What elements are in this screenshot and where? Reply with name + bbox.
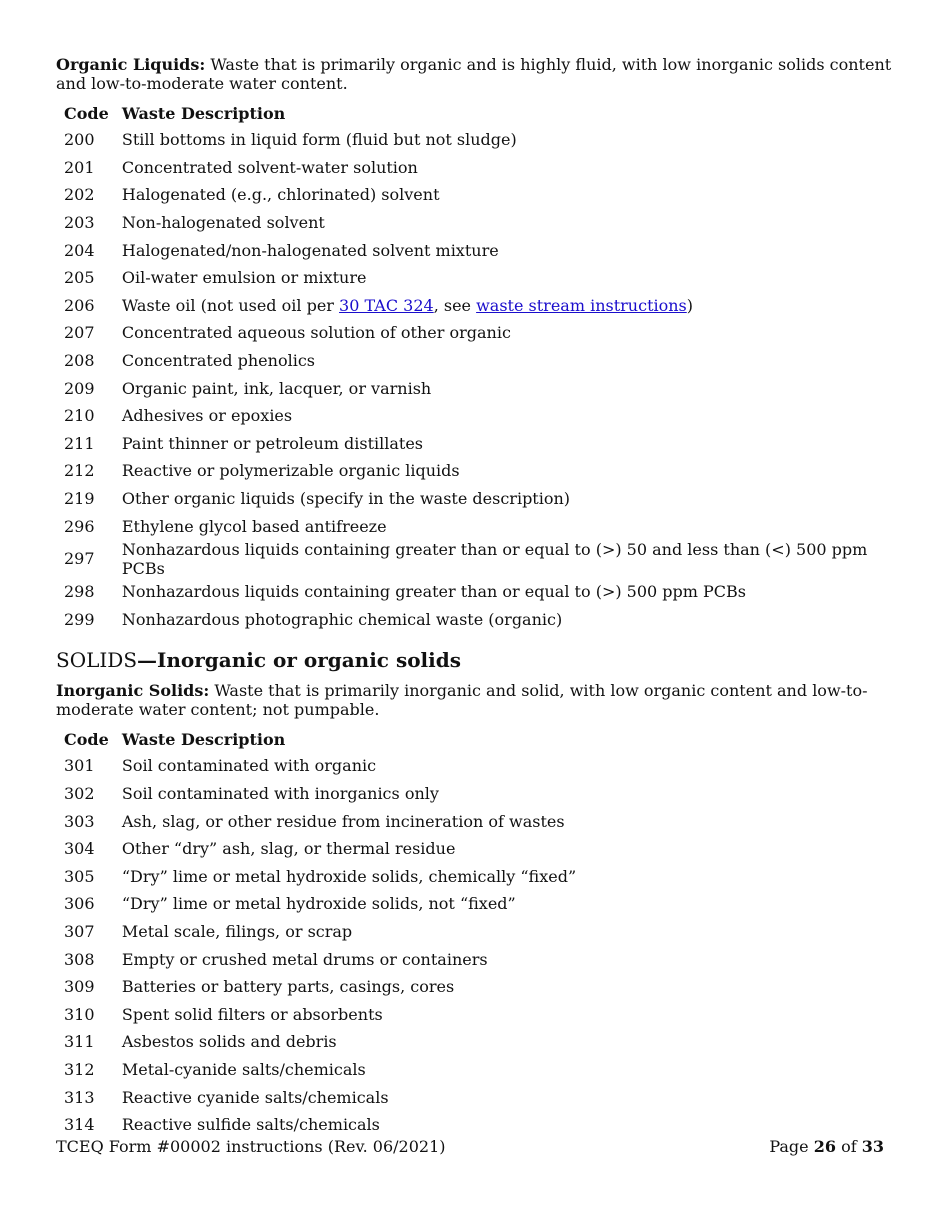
waste-code: 301 — [64, 756, 95, 776]
table-row — [56, 209, 896, 237]
waste-code: 314 — [64, 1115, 95, 1135]
table-row — [56, 578, 896, 606]
waste-code: 203 — [64, 213, 95, 233]
table-row — [56, 945, 896, 973]
waste-code: 304 — [64, 839, 95, 859]
waste-stream-instructions-link[interactable]: waste stream instructions — [476, 295, 687, 315]
table-row — [56, 890, 896, 918]
waste-code: 298 — [64, 582, 95, 602]
waste-code: 309 — [64, 977, 95, 997]
table-row — [56, 1028, 896, 1056]
table-row — [56, 181, 896, 209]
waste-description: “Dry” lime or metal hydroxide solids, chemically “fixed” — [121, 866, 577, 886]
waste-code: 206 — [64, 295, 95, 315]
waste-description: “Dry” lime or metal hydroxide solids, not “fixed” — [121, 894, 516, 914]
description-column-header: Waste Description — [121, 730, 286, 750]
inorganic-solids-intro-text: Waste that is primarily inorganic and solid, with low organic content and low-to-moderate water content; not pumpable. — [56, 681, 868, 720]
table-row — [56, 973, 896, 1001]
waste-description: Non-halogenated solvent — [121, 213, 325, 233]
total-pages: 33 — [861, 1137, 884, 1156]
waste-code: 212 — [64, 461, 95, 481]
waste-code: 310 — [64, 1004, 95, 1024]
table-header-row — [56, 727, 896, 752]
waste-description: Reactive cyanide salts/chemicals — [121, 1087, 389, 1107]
code-column-header: Code — [64, 730, 109, 750]
waste-description: Concentrated aqueous solution of other organic — [121, 323, 511, 343]
waste-description: Ethylene glycol based antifreeze — [121, 516, 387, 536]
waste-code: 308 — [64, 949, 95, 969]
table-row — [56, 347, 896, 375]
waste-description: Halogenated/non-halogenated solvent mixture — [121, 240, 499, 260]
organic-liquids-title: Organic Liquids: — [56, 55, 206, 74]
waste-description: Metal scale, filings, or scrap — [121, 921, 353, 941]
waste-description: Nonhazardous liquids containing greater than or equal to (>) 500 ppm PCBs — [121, 582, 747, 602]
table-row — [56, 862, 896, 890]
table-row — [56, 236, 896, 264]
waste-code: 311 — [64, 1032, 95, 1052]
waste-description: Other “dry” ash, slag, or thermal residue — [121, 839, 456, 859]
page-word: Page — [769, 1137, 814, 1156]
table-row — [56, 374, 896, 402]
waste-description: Concentrated phenolics — [121, 351, 315, 371]
table-row — [56, 292, 896, 320]
waste-description: Soil contaminated with inorganics only — [121, 783, 439, 803]
table-row — [56, 264, 896, 292]
table-row — [56, 126, 896, 154]
of-word: of — [836, 1137, 862, 1156]
waste-code: 299 — [64, 609, 95, 629]
waste-description: Empty or crushed metal drums or containers — [121, 949, 488, 969]
waste-description: Adhesives or epoxies — [121, 406, 293, 426]
waste-code: 313 — [64, 1087, 95, 1107]
solids-section-heading — [56, 648, 896, 672]
waste-description — [122, 292, 896, 320]
waste-code: 202 — [64, 185, 95, 205]
table-row — [56, 485, 896, 513]
waste-description: Still bottoms in liquid form (fluid but not sludge) — [121, 130, 517, 150]
page-footer — [56, 1137, 884, 1156]
table-header-row — [56, 101, 896, 126]
table-row — [56, 457, 896, 485]
waste-code: 296 — [64, 516, 95, 536]
table-row — [56, 402, 896, 430]
inorganic-solids-intro — [56, 681, 896, 719]
table-row — [56, 835, 896, 863]
tac-324-link[interactable]: 30 TAC 324 — [339, 295, 434, 315]
table-row — [56, 540, 896, 578]
description-column-header: Waste Description — [121, 104, 286, 123]
table-row — [56, 752, 896, 780]
waste-code: 305 — [64, 866, 95, 886]
table-row — [56, 1111, 896, 1139]
description-text: ) — [686, 295, 694, 315]
table-row — [56, 1083, 896, 1111]
waste-description: Soil contaminated with organic — [121, 756, 377, 776]
waste-description: Nonhazardous photographic chemical waste (organic) — [121, 609, 563, 629]
waste-description: Organic paint, ink, lacquer, or varnish — [121, 378, 432, 398]
waste-code: 200 — [64, 130, 95, 150]
waste-description: Other organic liquids (specify in the waste description) — [121, 489, 571, 509]
waste-description: Asbestos solids and debris — [121, 1032, 337, 1052]
waste-code: 211 — [64, 433, 95, 453]
waste-code: 219 — [64, 489, 95, 509]
table-row — [56, 918, 896, 946]
waste-description: Concentrated solvent-water solution — [121, 157, 418, 177]
table-row — [56, 807, 896, 835]
solids-heading-rest: —Inorganic or organic solids — [137, 648, 461, 673]
waste-description: Halogenated (e.g., chlorinated) solvent — [121, 185, 440, 205]
code-column-header: Code — [64, 104, 109, 123]
table-row — [56, 512, 896, 540]
waste-code: 210 — [64, 406, 95, 426]
waste-code: 306 — [64, 894, 95, 914]
table-row — [56, 1056, 896, 1084]
inorganic-solids-title: Inorganic Solids: — [56, 681, 210, 701]
waste-description: Metal-cyanide salts/chemicals — [121, 1059, 366, 1079]
table-row — [56, 780, 896, 808]
document-page — [56, 55, 896, 1138]
table-row — [56, 1000, 896, 1028]
waste-description: Ash, slag, or other residue from incineration of wastes — [121, 811, 565, 831]
waste-code: 208 — [64, 351, 95, 371]
organic-liquids-intro — [56, 55, 896, 93]
current-page: 26 — [813, 1137, 836, 1156]
waste-description: Spent solid filters or absorbents — [121, 1004, 383, 1024]
solids-heading-prefix: SOLIDS — [56, 648, 138, 673]
waste-code: 297 — [64, 549, 95, 569]
table-row — [56, 606, 896, 634]
waste-code: 207 — [64, 323, 95, 343]
waste-code: 303 — [64, 811, 95, 831]
waste-description: Batteries or battery parts, casings, cores — [121, 977, 455, 997]
table-row — [56, 319, 896, 347]
waste-description: Nonhazardous liquids containing greater than or equal to (>) 50 and less than (<) 500 ppm PCBs — [121, 539, 868, 578]
waste-description: Oil-water emulsion or mixture — [121, 268, 367, 288]
waste-description: Reactive sulfide salts/chemicals — [121, 1115, 380, 1135]
page-number — [769, 1137, 884, 1156]
table-row — [56, 430, 896, 458]
description-text: , see — [433, 295, 477, 315]
waste-description: Paint thinner or petroleum distillates — [121, 433, 423, 453]
organic-liquids-table — [56, 101, 896, 633]
organic-liquids-intro-text: Waste that is primarily organic and is highly fluid, with low inorganic solids content and low-to-moderate water content. — [56, 55, 892, 93]
waste-description: Reactive or polymerizable organic liquids — [121, 461, 460, 481]
waste-code: 205 — [64, 268, 95, 288]
waste-code: 312 — [64, 1059, 95, 1079]
waste-code: 302 — [64, 783, 95, 803]
waste-code: 204 — [64, 240, 95, 260]
waste-code: 307 — [64, 921, 95, 941]
description-text: Waste oil (not used oil per — [121, 295, 340, 315]
table-row — [56, 154, 896, 182]
inorganic-solids-table — [56, 727, 896, 1138]
waste-code: 201 — [64, 157, 95, 177]
form-reference: TCEQ Form #00002 instructions (Rev. 06/2021) — [56, 1137, 446, 1156]
waste-code: 209 — [64, 378, 95, 398]
